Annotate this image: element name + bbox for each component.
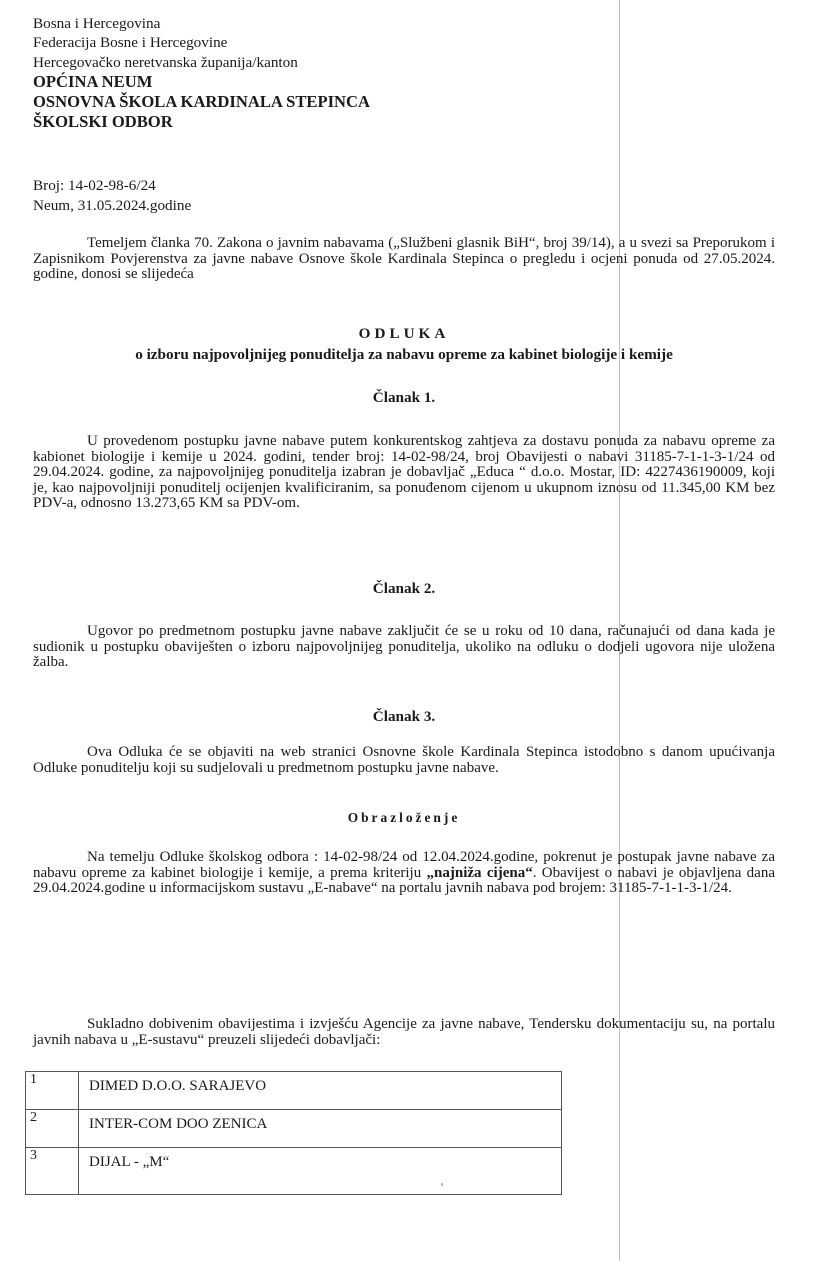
reasoning-text: Na temelju Odluke školskog odbora : 14-02-98/24 od 12.04.2024.godine, pokrenut je postupak javne nabave za nabavu opreme za kabinet biologije i kemije, a prema kriteriju: [33, 849, 775, 881]
article-3-text: Ova Odluka će se objaviti na web stranici Osnovne škole Kardinala Stepinca istodobno s danom upućivanja Odluke ponuditelju koji su sudjelovali u predmetnom postupku javne nabave.: [33, 744, 775, 776]
reference-number: Broj: 14-02-98-6/24: [33, 177, 156, 194]
decision-subtitle: o izboru najpovoljnijeg ponuditelja za nabavu opreme za kabinet biologije i kemije: [135, 346, 673, 363]
municipality-name: OPĆINA NEUM: [33, 72, 153, 92]
decision-title: ODLUKA: [358, 325, 450, 342]
article-3-heading: Članak 3.: [372, 708, 436, 725]
criterion-text: „najniža cijena“: [426, 864, 533, 881]
article-2-heading: Članak 2.: [372, 580, 436, 597]
table-row: [26, 1110, 562, 1148]
preamble-paragraph: Temeljem članka 70. Zakona o javnim nabavama („Službeni glasnik BiH“, broj 39/14), a u svezi sa Preporukom i Zapisnikom Povjerenstva za javne nabave Osnove škole Kardinala Stepinca o pregledu i ocjeni ponuda od 27.05.2024. godine, donosi se slijedeća: [33, 235, 775, 283]
bidder-number: 2: [26, 1110, 79, 1148]
bidder-number: 3: [26, 1148, 79, 1195]
table-row: [26, 1072, 562, 1110]
bidders-table: [25, 1071, 562, 1195]
article-1-text: U provedenom postupku javne nabave putem konkurentskog zahtjeva za dostavu ponuda za nabavu opreme za kabionet biologije i kemije u 2024. godini, tender broj: 14-02-98/24, broj Obavijesti o nabavi 31185-7-1-1-3-1/24 od 29.04.2024. godine, za najpovoljnijeg ponuditelja izabran je dobavljač „Educa “ d.o.o. Mostar, ID: 4227436190009, koji je, kao najpovoljniji ponuditelj ocijenjen kvalificiranim, sa ponuđenom cijenom u ukupnom iznosu od 11.345,00 KM bez PDV-a, odnosno 13.273,65 KM sa PDV-om.: [33, 433, 775, 512]
bidder-name: DIJAL - „M“: [79, 1148, 562, 1195]
letterhead-line: Bosna i Hercegovina: [33, 15, 161, 32]
bidder-name: DIMED D.O.O. SARAJEVO: [79, 1072, 562, 1110]
reasoning-text: . Obavijest o nabavi je objavljena dana 29.04.2024.godine u informacijskom sustavu „E-nabave“ na portalu javnih nabava pod brojem: 31185-7-1-1-3-1/24.: [33, 864, 775, 897]
reasoning-paragraph-1: [33, 850, 775, 897]
reasoning-heading: Obrazloženje: [347, 810, 461, 825]
bidder-number: 1: [26, 1072, 79, 1110]
reasoning-paragraph-2: Sukladno dobivenim obavijestima i izvješću Agencije za javne nabave, Tendersku dokumentaciju su, na portalu javnih nabava u „E-sustavu“ preuzeli slijedeći dobavljači:: [33, 1016, 775, 1048]
letterhead: [33, 14, 370, 132]
school-name: OSNOVNA ŠKOLA KARDINALA STEPINCA: [33, 92, 371, 112]
bidder-name: INTER-COM DOO ZENICA: [79, 1110, 562, 1148]
document-meta: [33, 176, 191, 215]
letterhead-line: Hercegovačko neretvanska županija/kanton: [33, 53, 298, 71]
place-date: Neum, 31.05.2024.godine: [33, 196, 192, 214]
article-2-text: Ugovor po predmetnom postupku javne nabave zaključit će se u roku od 10 dana, računajući od dana kada je sudionik u postupku obaviješten o izboru najpovoljnijeg ponuditelja, ukoliko na odluku o dodjeli ugovora nije uložena žalba.: [33, 623, 775, 671]
article-1-heading: Članak 1.: [372, 389, 436, 406]
board-name: ŠKOLSKI ODBOR: [33, 112, 173, 132]
letterhead-line: Federacija Bosne i Hercegovine: [33, 34, 228, 52]
table-row: [26, 1148, 562, 1195]
